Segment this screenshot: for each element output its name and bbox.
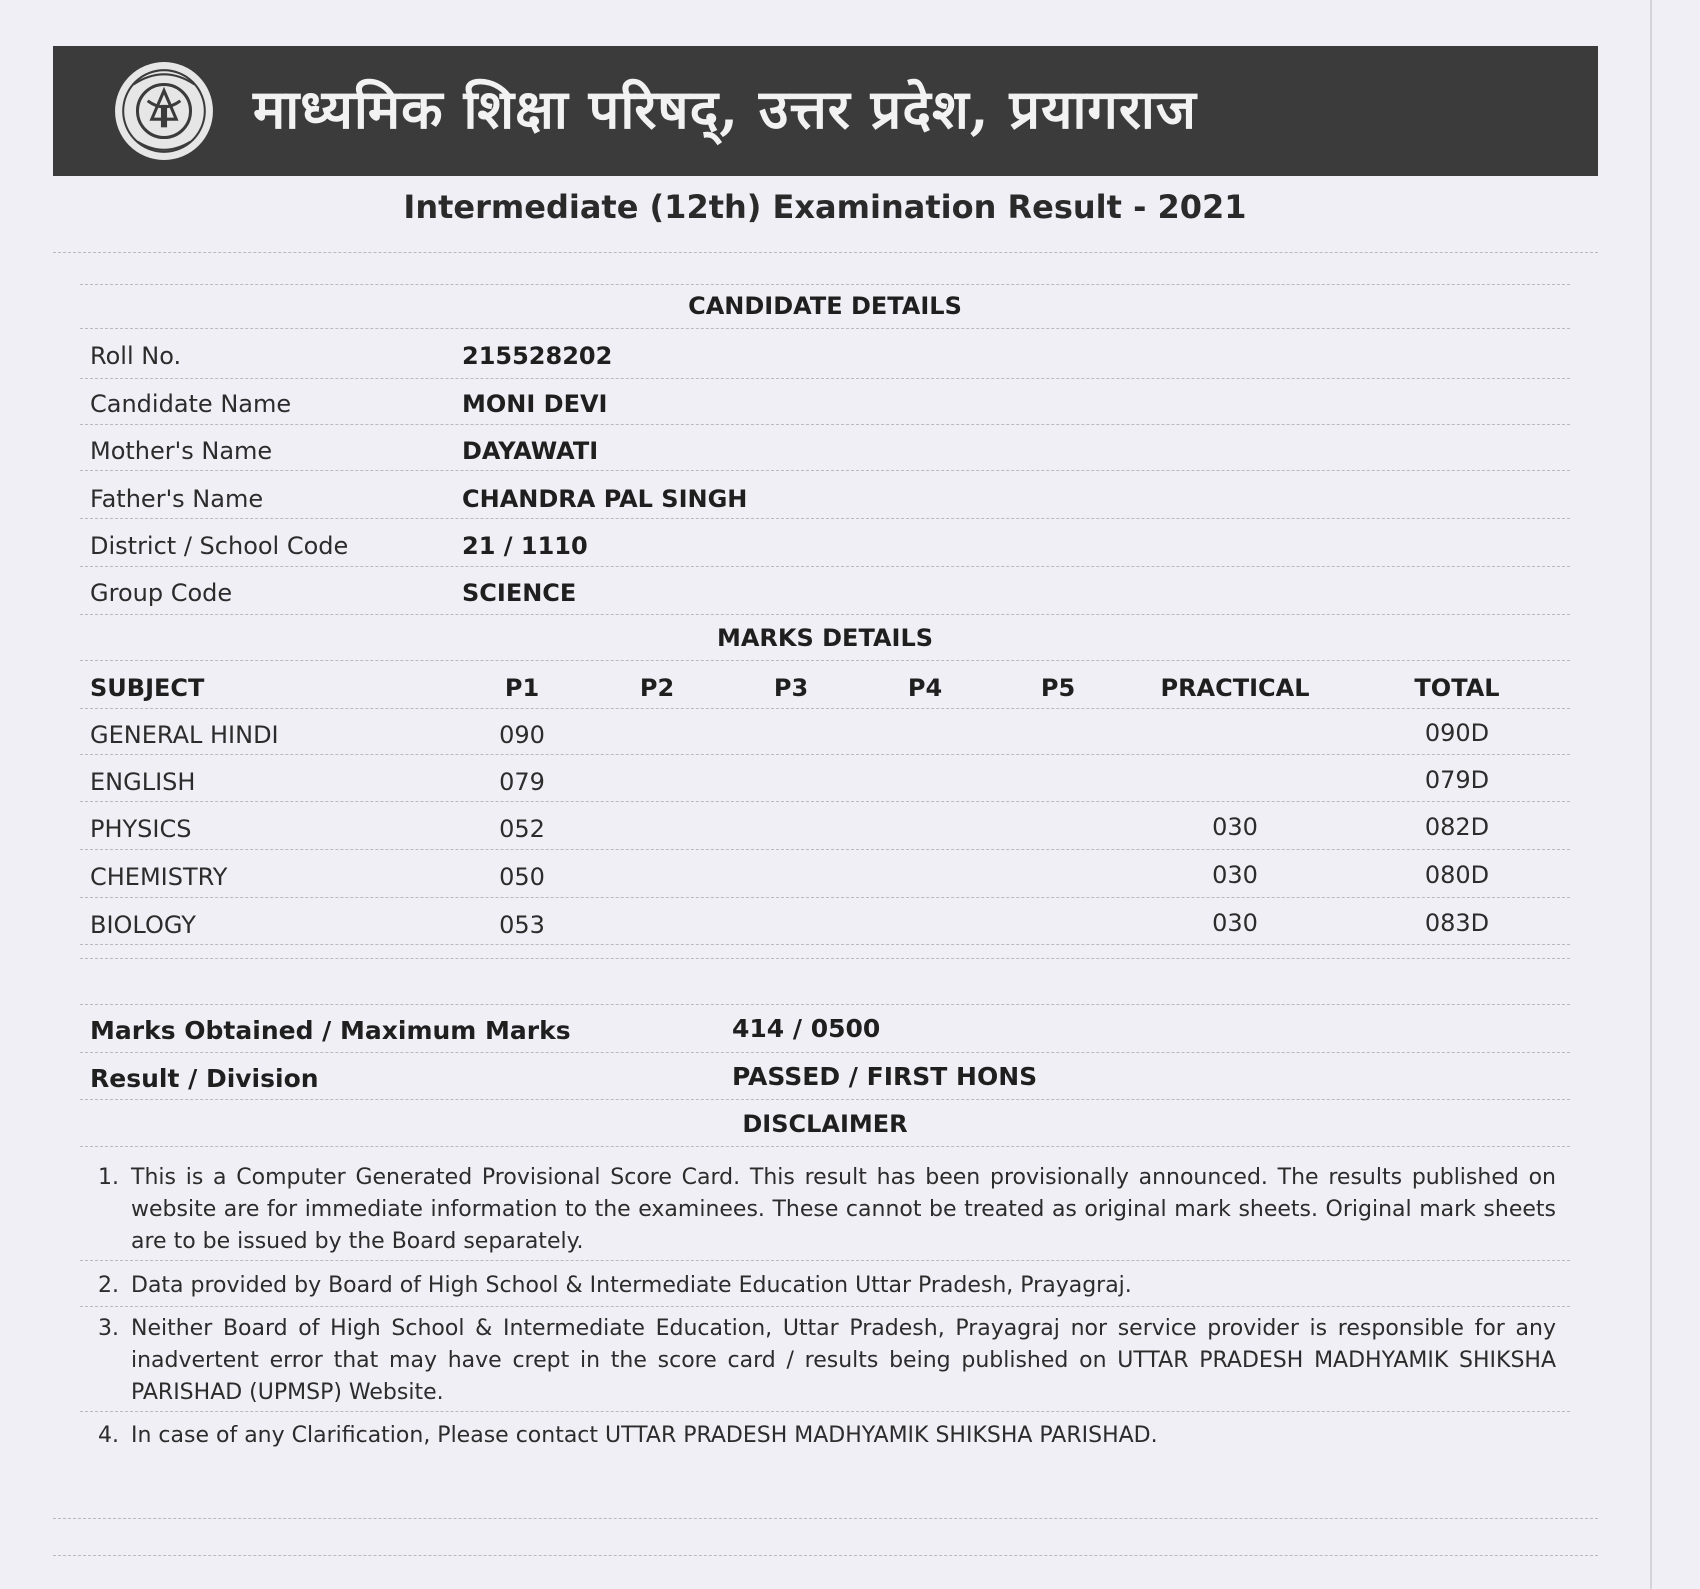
disclaimer-number: 2.	[98, 1273, 119, 1298]
col-p3: P3	[773, 674, 809, 702]
col-total: TOTAL	[1414, 674, 1500, 702]
disclaimer-item	[98, 1270, 1556, 1302]
mother-name-value: DAYAWATI	[462, 437, 599, 465]
table-row-p1: 052	[499, 815, 545, 843]
divider	[80, 284, 1570, 285]
col-p5: P5	[1040, 674, 1076, 702]
table-row-practical: 030	[1212, 813, 1258, 841]
disclaimer-text: Neither Board of High School & Intermediate Education, Uttar Pradesh, Prayagraj nor service provider is responsible for any inadvertent error that may have crept in the score card / results being published on UTTAR PRADESH MADHYAMIK SHIKSHA PARISHAD (UPMSP) Website.	[131, 1316, 1556, 1405]
col-p4: P4	[907, 674, 943, 702]
disclaimer-item	[98, 1313, 1556, 1409]
divider	[80, 1260, 1570, 1261]
board-name: माध्यमिक शिक्षा परिषद्, उत्तर प्रदेश, प्रयागराज	[253, 77, 1197, 141]
district-school-code-value: 21 / 1110	[462, 532, 588, 560]
group-code-value: SCIENCE	[462, 579, 577, 607]
col-p1: P1	[504, 674, 540, 702]
divider	[80, 1411, 1570, 1412]
marks-obtained-label: Marks Obtained / Maximum Marks	[90, 1016, 571, 1045]
marks-obtained-value: 414 / 0500	[732, 1014, 881, 1043]
exam-title: Intermediate (12th) Examination Result - 2021	[403, 188, 1247, 226]
table-row-subject: ENGLISH	[90, 768, 196, 796]
divider	[80, 1052, 1570, 1053]
table-row-subject: GENERAL HINDI	[90, 721, 279, 749]
disclaimer-item	[98, 1162, 1556, 1258]
table-row-subject: CHEMISTRY	[90, 863, 228, 891]
divider	[53, 252, 1598, 253]
table-row-p1: 090	[499, 721, 545, 749]
table-row-p1: 050	[499, 863, 545, 891]
disclaimer-number: 4.	[98, 1423, 119, 1448]
divider	[80, 1306, 1570, 1307]
roll-no-value: 215528202	[462, 342, 613, 370]
divider	[80, 958, 1570, 959]
disclaimer-number: 3.	[98, 1316, 119, 1341]
result-division-value: PASSED / FIRST HONS	[732, 1062, 1038, 1091]
disclaimer-number: 1.	[98, 1165, 119, 1190]
marks-details-heading: MARKS DETAILS	[716, 624, 934, 652]
roll-no-label: Roll No.	[90, 342, 182, 370]
divider	[80, 708, 1570, 709]
table-row-subject: BIOLOGY	[90, 911, 196, 939]
divider	[80, 1099, 1570, 1100]
col-p2: P2	[639, 674, 675, 702]
col-subject: SUBJECT	[90, 674, 205, 702]
divider	[80, 754, 1570, 755]
disclaimer-text: In case of any Clarification, Please contact UTTAR PRADESH MADHYAMIK SHIKSHA PARISHAD.	[131, 1423, 1158, 1448]
divider	[80, 801, 1570, 802]
mother-name-label: Mother's Name	[90, 437, 273, 465]
divider	[80, 378, 1570, 379]
divider	[80, 566, 1570, 567]
divider	[80, 1146, 1570, 1147]
table-row-total: 080D	[1424, 861, 1490, 889]
group-code-label: Group Code	[90, 579, 233, 607]
table-row-practical: 030	[1212, 861, 1258, 889]
table-row-practical: 030	[1212, 909, 1258, 937]
divider	[53, 1518, 1598, 1519]
divider	[80, 849, 1570, 850]
father-name-label: Father's Name	[90, 485, 264, 513]
table-row-total: 082D	[1424, 813, 1490, 841]
divider	[80, 897, 1570, 898]
table-row-p1: 053	[499, 911, 545, 939]
divider	[80, 660, 1570, 661]
disclaimer-text: Data provided by Board of High School & Intermediate Education Uttar Pradesh, Prayagraj.	[131, 1273, 1132, 1298]
col-practical: PRACTICAL	[1160, 674, 1310, 702]
district-school-code-label: District / School Code	[90, 532, 349, 560]
table-row-total: 079D	[1424, 766, 1490, 794]
divider	[80, 518, 1570, 519]
divider	[80, 614, 1570, 615]
disclaimer-heading: DISCLAIMER	[742, 1110, 908, 1138]
table-row-subject: PHYSICS	[90, 815, 192, 843]
candidate-name-label: Candidate Name	[90, 390, 292, 418]
candidate-details-heading: CANDIDATE DETAILS	[688, 292, 962, 320]
result-division-label: Result / Division	[90, 1064, 319, 1093]
disclaimer-text: This is a Computer Generated Provisional Score Card. This result has been provisionally announced. The results published on website are for immediate information to the examinees. These cannot be treated as original mark sheets. Original mark sheets are to be issued by the Board separately.	[131, 1165, 1556, 1254]
divider	[80, 1004, 1570, 1005]
page-edge	[1650, 0, 1652, 1589]
candidate-name-value: MONI DEVI	[462, 390, 608, 418]
father-name-value: CHANDRA PAL SINGH	[462, 485, 748, 513]
disclaimer-item	[98, 1420, 1556, 1452]
divider	[80, 470, 1570, 471]
divider	[80, 328, 1570, 329]
up-government-emblem-icon	[113, 60, 215, 162]
table-row-p1: 079	[499, 768, 545, 796]
divider	[53, 1555, 1598, 1556]
table-row-total: 090D	[1424, 719, 1490, 747]
divider	[80, 424, 1570, 425]
table-row-total: 083D	[1424, 909, 1490, 937]
divider	[80, 944, 1570, 945]
header-bar	[53, 46, 1598, 176]
